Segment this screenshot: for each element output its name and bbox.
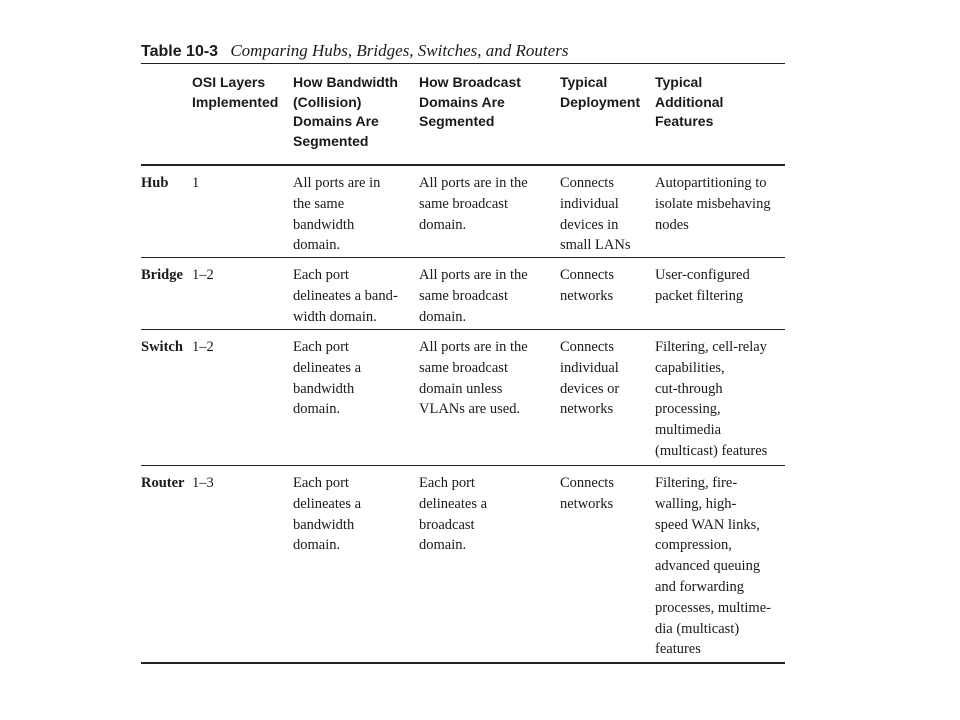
device-name: Bridge <box>141 267 183 283</box>
osi-layers: 1–2 <box>192 339 214 355</box>
table-row <box>141 337 785 465</box>
bottom-rule <box>141 662 785 664</box>
header-row <box>141 73 785 164</box>
device-name: Switch <box>141 339 183 355</box>
broadcast-segmentation: All ports are in the same broadcast domain. <box>419 175 528 233</box>
broadcast-segmentation: All ports are in the same broadcast domain unless VLANs are used. <box>419 339 528 418</box>
device-name: Router <box>141 475 185 491</box>
table-row <box>141 173 785 257</box>
bandwidth-segmentation: Each port delineates a bandwidth domain. <box>293 339 362 418</box>
table-row <box>141 473 785 662</box>
device-name: Hub <box>141 175 169 191</box>
bandwidth-segmentation: Each port delineates a bandwidth domain. <box>293 475 362 554</box>
typical-deployment: Connects networks <box>560 267 614 304</box>
additional-features: Autopartitioning to isolate misbehaving nodes <box>655 175 771 233</box>
header-features: Typical Additional Features <box>655 74 724 129</box>
broadcast-segmentation: All ports are in the same broadcast domain. <box>419 267 528 325</box>
broadcast-segmentation: Each port delineates a broadcast domain. <box>419 475 488 554</box>
header-deployment: Typical Deployment <box>560 74 641 110</box>
header-osi-layers: OSI Layers Implemented <box>192 74 279 110</box>
osi-layers: 1–2 <box>192 267 214 283</box>
header-bandwidth-domains: How Bandwidth (Collision) Domains Are Segmented <box>293 74 398 149</box>
typical-deployment: Connects individual devices or networks <box>560 339 620 418</box>
row-divider <box>141 465 785 466</box>
bandwidth-segmentation: All ports are in the same bandwidth domain. <box>293 175 381 254</box>
additional-features: Filtering, cell-relay capabilities, cut-through processing, multimedia (multicast) features <box>655 339 768 459</box>
table-number: Table 10-3 <box>141 43 219 60</box>
row-divider <box>141 329 785 330</box>
top-rule <box>141 63 785 64</box>
additional-features: Filtering, fire- walling, high- speed WAN links, compression, advanced queuing and forwarding processes, multime- dia (multicast) features <box>655 475 771 658</box>
row-divider <box>141 257 785 258</box>
table-caption <box>141 40 785 63</box>
table-row <box>141 265 785 329</box>
header-broadcast-domains: How Broadcast Domains Are Segmented <box>419 74 521 129</box>
typical-deployment: Connects individual devices in small LANs <box>560 175 631 254</box>
comparison-table <box>141 40 785 664</box>
header-rule <box>141 164 785 166</box>
osi-layers: 1–3 <box>192 475 214 491</box>
table-title: Comparing Hubs, Bridges, Switches, and Routers <box>230 41 569 60</box>
osi-layers: 1 <box>192 175 200 191</box>
typical-deployment: Connects networks <box>560 475 614 512</box>
additional-features: User-configured packet filtering <box>655 267 750 304</box>
bandwidth-segmentation: Each port delineates a band- width domain. <box>293 267 398 325</box>
